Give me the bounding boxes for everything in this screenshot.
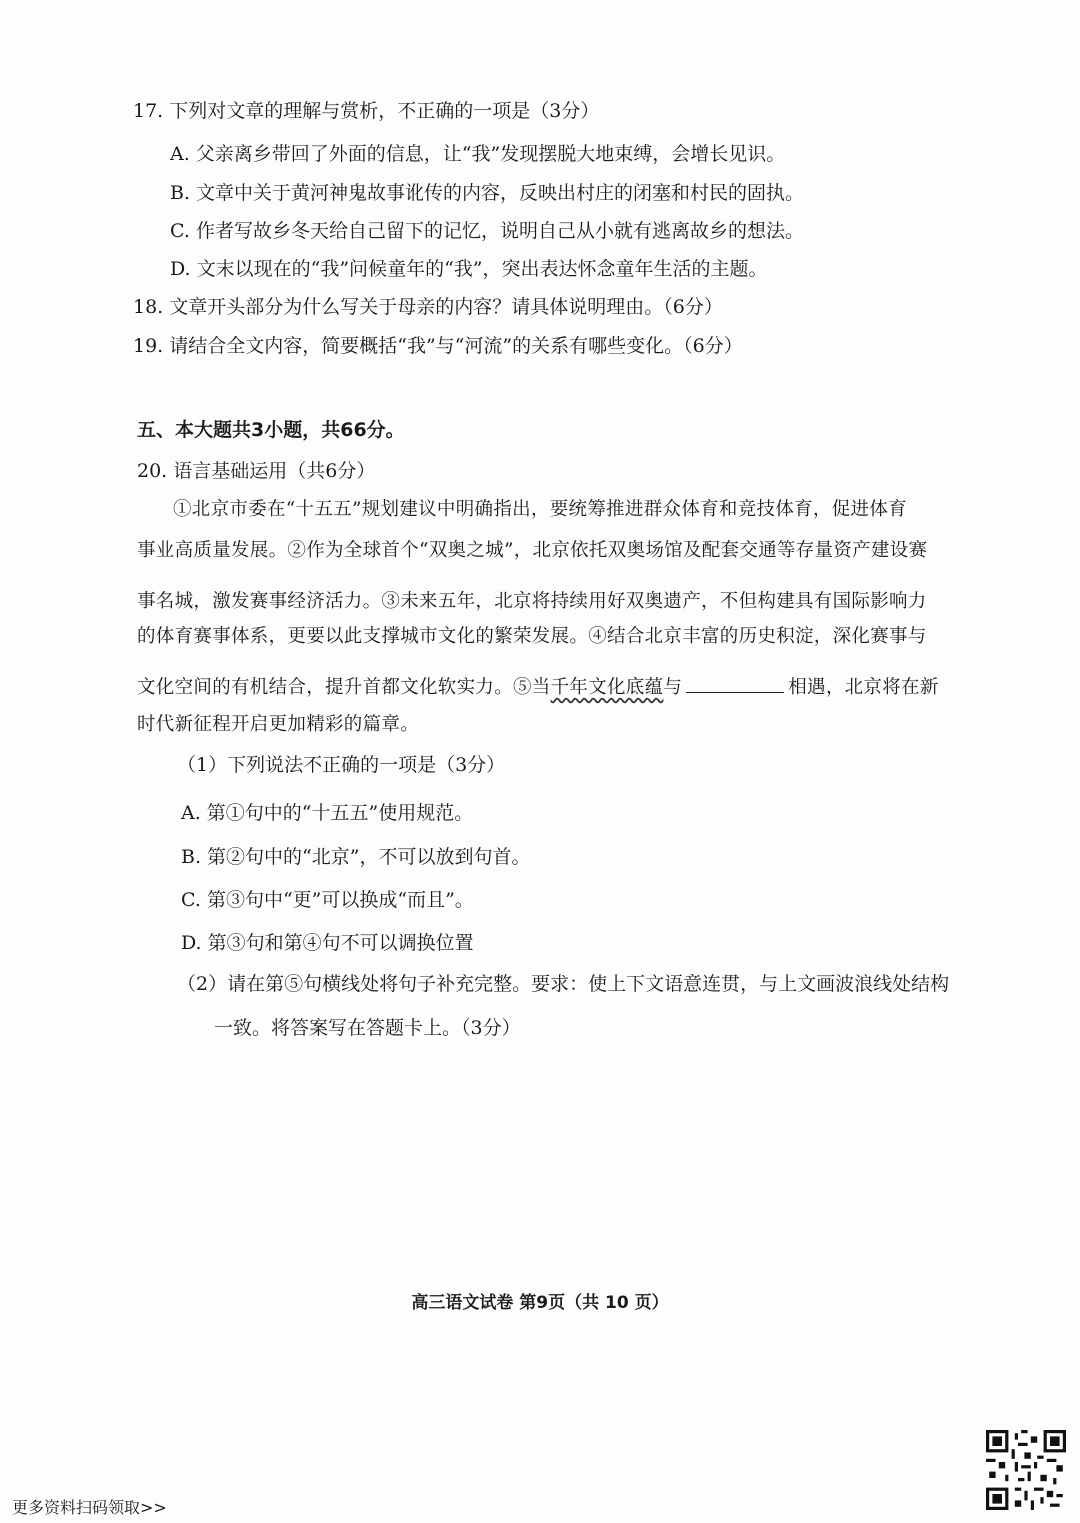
subquestion-2-line-1: （2）请在第⑤句横线处将句子补充完整。要求：使上下文语意连贯，与上文画波浪线处结构 (177, 973, 950, 995)
question-17-option-a: A. 父亲离乡带回了外面的信息，让“我”发现摆脱大地束缚，会增长见识。 (170, 143, 786, 165)
fill-in-blank[interactable] (686, 674, 784, 693)
subquestion-1-stem: （1）下列说法不正确的一项是（3分） (177, 754, 506, 776)
passage-line-6: 时代新征程开启更加精彩的篇章。 (137, 714, 420, 735)
passage-line-5-end: 相遇，北京将在新 (788, 677, 939, 698)
passage-line-5-start: 文化空间的有机结合，提升首都文化软实力。⑤当 (137, 677, 551, 698)
passage-line-1: ①北京市委在“十五五”规划建议中明确指出，要统筹推进群众体育和竞技体育，促进体育 (173, 499, 907, 520)
question-17-option-d: D. 文末以现在的“我”问候童年的“我”，突出表达怀念童年生活的主题。 (170, 258, 768, 280)
passage-line-4: 的体育赛事体系，更要以此支撑城市文化的繁荣发展。④结合北京丰富的历史积淀，深化赛事与 (137, 626, 927, 647)
passage-line-5 (137, 674, 939, 701)
passage-line-5-connector: 与 (663, 677, 683, 698)
qr-code-icon[interactable] (986, 1430, 1066, 1510)
passage-line-2: 事业高质量发展。②作为全球首个“双奥之城”，北京依托双奥场馆及配套交通等存量资产建设赛 (137, 540, 928, 561)
subquestion-1-option-b: B. 第②句中的“北京”，不可以放到句首。 (181, 846, 531, 868)
subquestion-2-line-2: 一致。将答案写在答题卡上。（3分） (214, 1017, 521, 1039)
promo-link[interactable]: 更多资料扫码领取>> (12, 1498, 167, 1517)
question-18: 18. 文章开头部分为什么写关于母亲的内容？请具体说明理由。（6分） (133, 296, 723, 318)
section-5-title: 五、本大题共3小题，共66分。 (137, 419, 405, 441)
subquestion-1-option-a: A. 第①句中的“十五五”使用规范。 (181, 802, 474, 824)
page-footer: 高三语文试卷 第9页（共 10 页） (411, 1293, 669, 1313)
passage-line-3: 事名城，激发赛事经济活力。③未来五年，北京将持续用好双奥遗产，不但构建具有国际影响力 (137, 591, 927, 612)
question-17-stem: 17. 下列对文章的理解与赏析，不正确的一项是（3分） (133, 100, 600, 122)
subquestion-1-option-d: D. 第③句和第④句不可以调换位置 (181, 932, 474, 954)
subquestion-1-option-c: C. 第③句中“更”可以换成“而且”。 (181, 889, 474, 911)
question-19: 19. 请结合全文内容，简要概括“我”与“河流”的关系有哪些变化。（6分） (133, 335, 743, 357)
question-17-option-b: B. 文章中关于黄河神鬼故事讹传的内容，反映出村庄的闭塞和村民的固执。 (170, 182, 805, 204)
question-20-title: 20. 语言基础运用（共6分） (137, 460, 376, 482)
question-17-option-c: C. 作者写故乡冬天给自己留下的记忆，说明自己从小就有逃离故乡的想法。 (170, 220, 804, 242)
wavy-underlined-phrase: 千年文化底蕴 (550, 677, 664, 698)
